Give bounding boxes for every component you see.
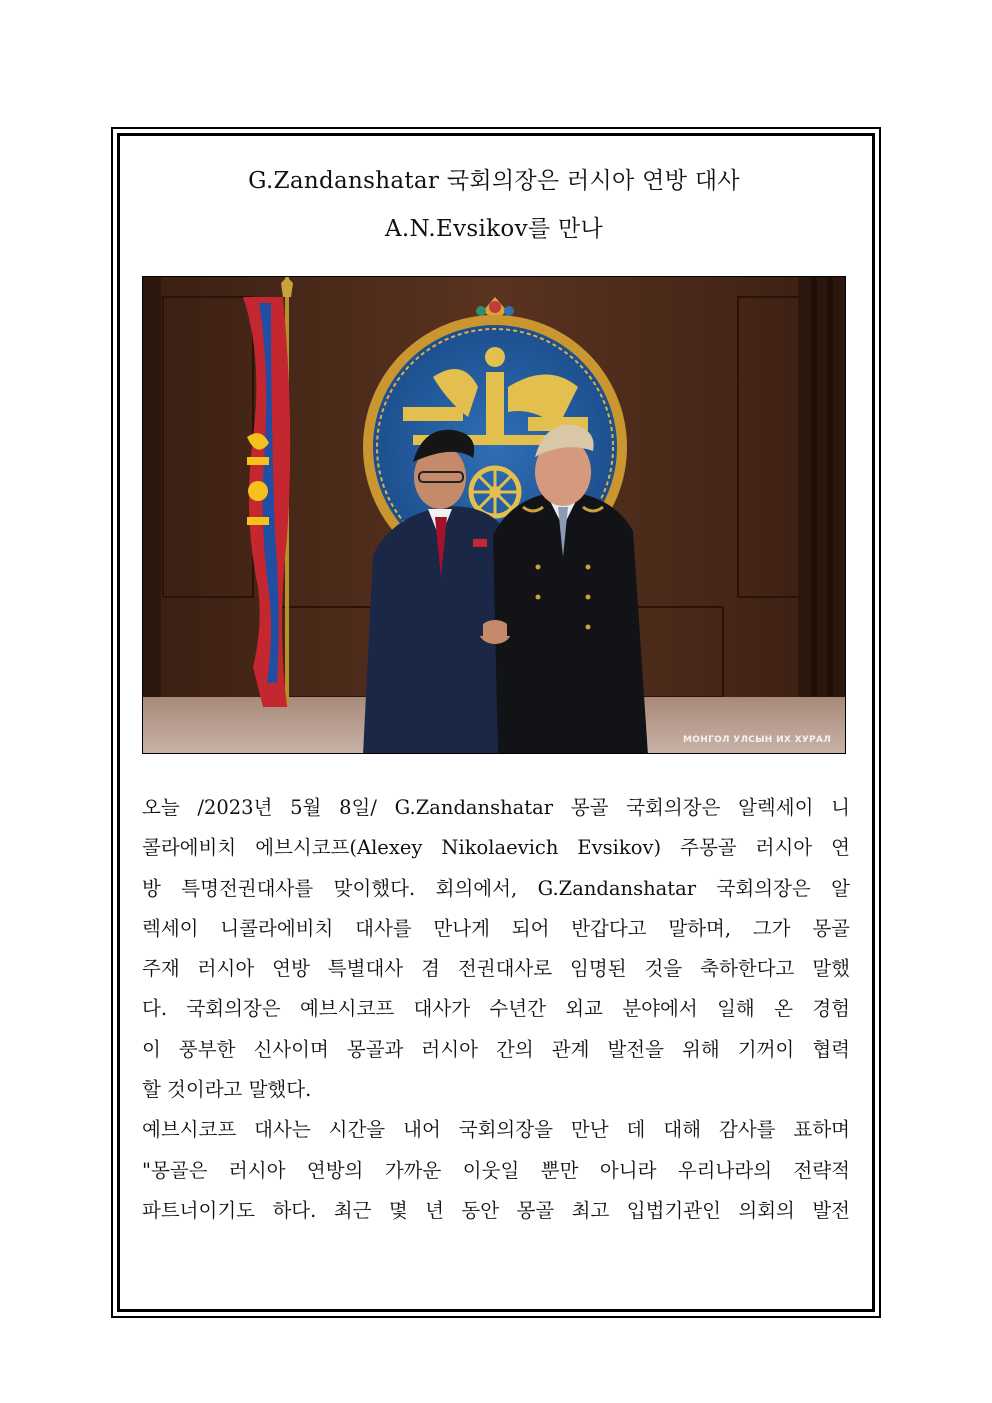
body-line: 주재 러시아 연방 특별대사 겸 전권대사로 임명된 것을 축하한다고 말했 [142, 957, 850, 981]
photo-watermark: МОНГОЛ УЛСЫН ИХ ХУРАЛ [683, 735, 831, 745]
article-title-line-1: G.Zandanshatar 국회의장은 러시아 연방 대사 [248, 168, 740, 194]
handshake [479, 620, 511, 644]
body-line: 콜라에비치 에브시코프(Alexey Nikolaevich Evsikov) 주몽골 러시아 연 [142, 836, 850, 860]
body-line: 예브시코프 대사는 시간을 내어 국회의장을 만난 데 대해 감사를 표하며 [142, 1118, 850, 1142]
body-line: 다. 국회의장은 예브시코프 대사가 수년간 외교 분야에서 일해 온 경험 [142, 997, 850, 1021]
meeting-photo-illustration [143, 277, 846, 754]
body-line: 오늘 /2023년 5월 8일/ G.Zandanshatar 몽골 국회의장은 알렉세이 니 [142, 796, 850, 819]
body-line: 렉세이 니콜라에비치 대사를 만나게 되어 반갑다고 말하며, 그가 몽골 [142, 916, 850, 940]
meeting-photo [142, 276, 846, 754]
body-line: 방 특명전권대사를 맞이했다. 회의에서, G.Zandanshatar 국회의장은 알 [142, 876, 850, 900]
body-line: 이 풍부한 신사이며 몽골과 러시아 간의 관계 발전을 위해 기꺼이 협력 [142, 1037, 850, 1061]
article-title-line-2: A.N.Evsikov를 만나 [384, 216, 604, 242]
body-line: 파트너이기도 하다. 최근 몇 년 동안 몽골 최고 입법기관인 의회의 발전 [142, 1198, 850, 1222]
body-line: "몽골은 러시아 연방의 가까운 이웃일 뿐만 아니라 우리나라의 전략적 [142, 1158, 850, 1182]
body-line: 할 것이라고 말했다. [142, 1078, 312, 1102]
article-body [142, 788, 850, 1231]
